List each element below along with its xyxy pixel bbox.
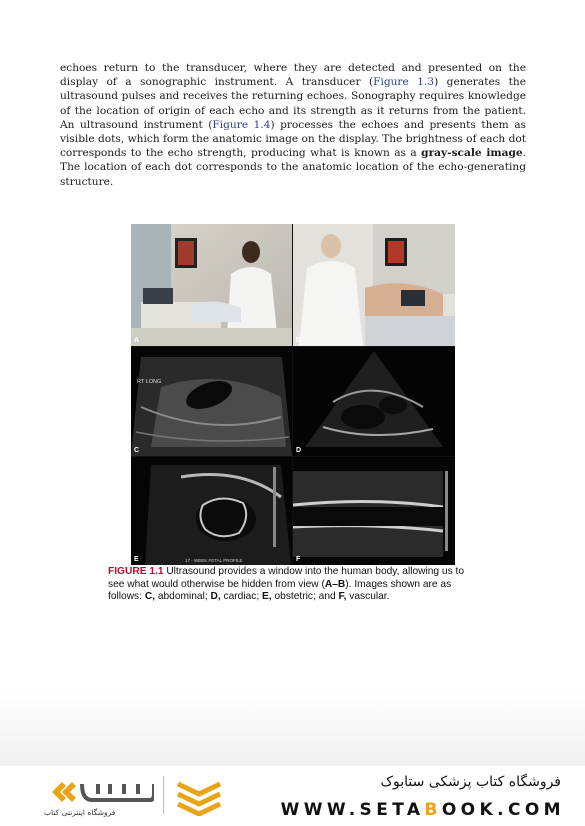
caption-text: Ultrasound provides a window into the human body, allowing us to see what would otherwise be hidden from view ( — [108, 566, 464, 590]
caption-bold: D, — [210, 591, 221, 602]
sonographer-photo-b — [293, 224, 455, 346]
url-accent: B — [424, 800, 442, 820]
abdominal-ultrasound-image — [131, 347, 292, 456]
panel-label: E — [134, 556, 139, 563]
website-url[interactable] — [281, 800, 565, 820]
shop-name: فروشگاه کتاب پزشکی ستابوک — [380, 774, 561, 790]
panel-label: D — [296, 447, 302, 454]
panel-label: C — [134, 447, 140, 454]
caption-bold: A–B — [324, 578, 346, 590]
panel-label: F — [296, 556, 301, 563]
panel-label: B — [296, 337, 302, 344]
panel-f-vascular-scan — [293, 457, 455, 565]
setabook-logo[interactable] — [46, 772, 154, 812]
panel-b-photo — [293, 224, 455, 346]
caption-text: abdominal; — [155, 591, 211, 602]
bookstore-banner — [0, 766, 585, 826]
url-part: WWW.SETA — [280, 800, 425, 820]
caption-bold: F, — [338, 591, 347, 602]
panel-label: A — [134, 337, 140, 344]
gray-scale-term: gray-scale image — [421, 147, 523, 160]
caption-text: obstetric; and — [271, 591, 339, 602]
caption-text: cardiac; — [220, 591, 263, 602]
obstetric-ultrasound-image — [131, 457, 292, 565]
scan-overlay-label: 17 - WEEK FETAL PROFILE — [185, 558, 243, 563]
panel-c-abdominal-scan — [131, 347, 292, 456]
figure-caption — [108, 566, 483, 604]
caption-bold: E, — [262, 591, 272, 602]
vascular-ultrasound-image — [293, 457, 455, 565]
text-span: echoes return to the transducer, where they are detected and presented on the display of a sonographic instrument. A transducer ( — [60, 62, 526, 89]
sonographer-photo-a — [131, 224, 292, 346]
banner-divider — [163, 776, 164, 814]
figure-label: FIGURE 1.1 — [108, 566, 164, 577]
caption-text: ). Images shown are as follows: — [108, 578, 452, 602]
page-bottom-fade — [0, 690, 585, 766]
text-span: . The location of each dot corresponds to the anatomic location of the echo-generating structure. — [60, 147, 526, 188]
figure-1-1 — [131, 224, 455, 565]
panel-e-obstetric-scan — [131, 457, 292, 565]
caption-text: vascular. — [346, 591, 390, 602]
book-stack-icon — [176, 776, 222, 816]
panel-d-cardiac-scan — [293, 347, 455, 456]
panel-a-photo — [131, 224, 292, 346]
url-part: OOK.COM — [441, 800, 565, 820]
scan-overlay-label: RT LONG — [137, 379, 162, 385]
caption-bold: C, — [144, 591, 155, 602]
text-span: ) processes the echoes and presents them as visible dots, which form the anatomic image on the display. The brightness of each dot corresponds to the echo strength, producing what is known as a — [60, 118, 526, 160]
logo-subtitle: فروشگاه اینترنتی کتاب — [44, 808, 116, 817]
cardiac-ultrasound-image — [293, 347, 455, 456]
text-span: ) generates the ultrasound pulses and receives the returning echoes. Sonography requires knowledge of the location of origin of each echo and its strength as it returns from the patient. An ultrasound instrument ( — [60, 76, 526, 131]
figure-1-4-link[interactable]: Figure 1.4 — [212, 118, 271, 131]
body-paragraph — [60, 61, 526, 189]
figure-1-3-link[interactable]: Figure 1.3 — [373, 76, 435, 89]
